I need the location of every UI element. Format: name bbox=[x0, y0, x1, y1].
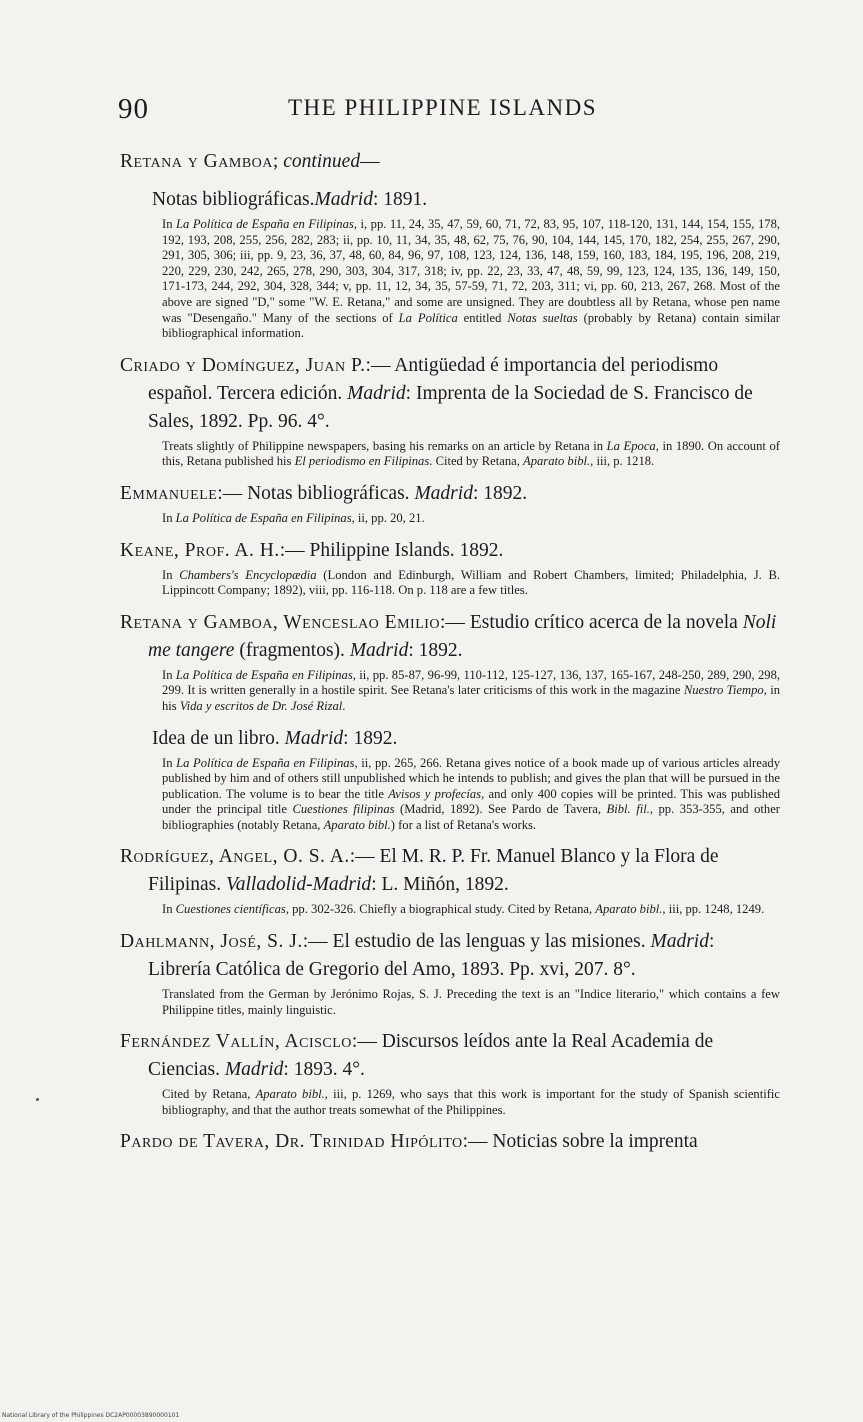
entry-heading bbox=[120, 537, 780, 565]
bib-entry bbox=[120, 537, 780, 599]
entry-punct: :— bbox=[440, 611, 470, 633]
annotation-italic: Aparato bibl. bbox=[323, 817, 391, 832]
annotation-italic: Cuestiones científicas bbox=[175, 902, 286, 917]
annotation-italic: Cuestiones filipinas bbox=[292, 802, 395, 817]
annotation-italic: Vida y escritos de Dr. José Rizal bbox=[179, 698, 343, 713]
annotation-italic: Notas sueltas bbox=[507, 310, 578, 325]
entry-title: Notas bibliográficas. bbox=[247, 482, 415, 504]
bib-entry bbox=[120, 1128, 780, 1156]
entry-title-italic: Noli me tangere bbox=[148, 611, 777, 661]
entry-annotation bbox=[120, 217, 780, 342]
annotation-italic: La Política bbox=[398, 310, 458, 325]
annotation-text: In bbox=[162, 510, 176, 525]
entry-author: Pardo de Tavera, Dr. Trinidad Hipólito bbox=[120, 1131, 463, 1153]
annotation-italic: La Epoca bbox=[606, 438, 656, 453]
annotation-text: , ii, pp. 265, 266. Retana gives notice of a book made up of various articles already published by him and of others still unpublished which he intends to publish; and gives the plan that will be pursued in the publication. The volume is to bear the title bbox=[162, 755, 781, 801]
entry-place: Madrid bbox=[414, 482, 473, 504]
entry-place: Madrid bbox=[224, 1059, 284, 1081]
entry-heading bbox=[120, 148, 780, 176]
entry-punct: :— bbox=[351, 1031, 382, 1053]
page-header bbox=[118, 93, 775, 127]
entry-punct: :— bbox=[462, 1131, 493, 1153]
entry-punct: :— bbox=[349, 846, 380, 868]
entry-title-tail: (fragmentos). bbox=[234, 639, 350, 661]
entry-heading bbox=[120, 928, 780, 984]
annotation-italic: Bibl. fil. bbox=[606, 802, 650, 817]
entry-place: Valladolid-Madrid bbox=[226, 874, 372, 896]
annotation-italic: El periodismo en Filipinas bbox=[294, 454, 430, 469]
bib-entry bbox=[120, 480, 780, 527]
annotation-text: ) for a list of Retana's works. bbox=[390, 817, 537, 832]
annotation-text: In bbox=[162, 902, 176, 917]
entry-annotation bbox=[120, 987, 780, 1018]
entry-imprint: : 1892. bbox=[408, 639, 463, 661]
entry-author: Criado y Domínguez, Juan P. bbox=[120, 354, 366, 376]
bib-entry bbox=[120, 1028, 780, 1118]
annotation-text: Treats slightly of Philippine newspapers, basing his remarks on an article by Retana in bbox=[162, 438, 607, 453]
annotation-text: , i, pp. 11, 24, 35, 47, 59, 60, 71, 72, 83, 95, 107, 118-120, 131, 144, 154, 155, 178, 192, 193, 208, 255, 256, 282, 283; ii, pp. 10, 11, 34, 35, 48, 62, 75, 76, 90, 104, 144, 145, 170, 182, 254, 255, 267, 290, 291, 305, 306; iii, pp. 9, 23, 36, 37, 48, 60, 84, 96, 97, 108, 123, 124, 136, 148, 159, 160, 183, 184, 195, 196, 208, 219, 220, 229, 230, 242, 265, 278, 290, 303, 304, 317, 318; iv, pp. 22, 23, 33, 47, 48, 59, 99, 123, 124, 135, 136, 149, 150, 171-173, 244, 292, 304, 328, 344; v, pp. 11, 12, 34, 35, 57-59, 71, 72, 203, 311; vi, pp. 60, 213, 267, 268. Most of the above are signed "D," some "W. E. Retana," and some are unsigned. They are doubtless all by Retana, whose pen name was "Desengaño." Many of the sections of bbox=[162, 217, 781, 325]
annotation-text: entitled bbox=[457, 310, 508, 325]
annotation-text: , ii, pp. 85-87, 96-99, 110-112, 125-127, 136, 137, 165-167, 248-250, 289, 290, 298, 299. It is written generally in a hostile spirit. See Retana's later criticisms of this work in the magazine bbox=[162, 667, 781, 698]
entry-author: Retana y Gamboa bbox=[120, 151, 273, 172]
bib-entry bbox=[120, 928, 780, 1018]
entry-title: Discursos leídos ante la Real Academia de Ciencias. bbox=[148, 1031, 714, 1081]
entry-author: Keane, Prof. A. H. bbox=[120, 539, 280, 561]
annotation-text: In bbox=[162, 667, 176, 682]
annotation-text: , in 1890. On account of this, Retana published his bbox=[162, 438, 780, 469]
entry-heading bbox=[120, 1028, 780, 1084]
annotation-italic: La Política de España en Filipinas bbox=[175, 510, 352, 525]
entry-heading bbox=[120, 609, 780, 665]
entry-punct: :— bbox=[365, 354, 395, 376]
entry-heading bbox=[120, 843, 780, 899]
annotation-text: , ii, pp. 20, 21. bbox=[351, 510, 425, 525]
annotation-text: , in his bbox=[162, 683, 781, 713]
annotation-text: Translated from the German by Jerónimo Rojas, S. J. Preceding the text is an "Indice literario," which contains a few Philippine titles, mainly linguistic. bbox=[162, 987, 780, 1017]
entry-imprint: : L. Miñón, 1892. bbox=[371, 874, 509, 896]
annotation-text: In bbox=[162, 567, 180, 582]
sub-title: Idea de un libro. bbox=[152, 727, 285, 749]
entry-subtitle bbox=[120, 725, 780, 753]
entry-continued: continued bbox=[283, 151, 361, 172]
entry-annotation bbox=[120, 902, 780, 918]
annotation-italic: La Política de España en Filipinas bbox=[175, 667, 353, 682]
sub-place: Madrid bbox=[284, 727, 344, 749]
annotation-text: , pp. 302-326. Chiefly a biographical study. Cited by Retana, bbox=[285, 902, 596, 917]
entry-place: Madrid bbox=[349, 639, 409, 661]
entry-title: Antigüedad é importancia del periodismo español. Tercera edición. bbox=[148, 354, 719, 404]
entry-author: Fernández Vallín, Acisclo bbox=[120, 1031, 352, 1053]
entry-annotation bbox=[120, 756, 780, 834]
entry-imprint: : Imprenta de la Sociedad de S. Francisco de Sales, 1892. Pp. 96. 4°. bbox=[148, 382, 753, 432]
annotation-italic: Chambers's Encyclopædia bbox=[179, 567, 317, 582]
entry-title: Philippine Islands. 1892. bbox=[309, 539, 504, 561]
entry-title: El estudio de las lenguas y las misiones. bbox=[332, 931, 651, 953]
annotation-italic: Avisos y profecías bbox=[388, 786, 482, 801]
annotation-italic: Aparato bibl. bbox=[255, 1087, 325, 1102]
annotation-text: In bbox=[162, 755, 177, 770]
entry-imprint: : Librería Católica de Gregorio del Amo, 1893. Pp. xvi, 207. 8°. bbox=[148, 931, 715, 981]
entry-author: Dahlmann, José, S. J. bbox=[120, 931, 303, 953]
annotation-text: , pp. 353-355, and other bibliographies (notably Retana, bbox=[162, 802, 780, 832]
sub-title: Notas bibliográficas. bbox=[152, 189, 315, 210]
entry-heading bbox=[120, 480, 780, 508]
entry-annotation bbox=[120, 668, 780, 715]
entry-punct: :— bbox=[302, 931, 333, 953]
entry-title: Noticias sobre la imprenta bbox=[492, 1131, 698, 1153]
annotation-italic: La Política de España en Filipinas bbox=[176, 217, 354, 231]
annotation-text: , iii, pp. 1248, 1249. bbox=[662, 902, 765, 917]
annotation-italic: Aparato bibl. bbox=[595, 902, 663, 917]
sub-imprint: : 1892. bbox=[343, 727, 398, 749]
bib-entry bbox=[120, 725, 780, 834]
entry-annotation bbox=[120, 1087, 780, 1118]
entry-imprint: : 1892. bbox=[472, 482, 528, 504]
entry-heading bbox=[120, 352, 780, 436]
annotation-italic: La Política de España en Filipinas bbox=[176, 755, 355, 770]
entry-author: Emmanuele bbox=[120, 482, 218, 504]
entry-place: Madrid bbox=[347, 382, 406, 404]
entry-dash: — bbox=[360, 151, 380, 172]
annotation-text: . bbox=[342, 698, 346, 713]
entry-title: El M. R. P. Fr. Manuel Blanco y la Flora de Filipinas. bbox=[148, 846, 719, 896]
entry-imprint: : 1893. 4°. bbox=[283, 1059, 365, 1081]
bib-entry bbox=[120, 843, 780, 918]
sub-imprint: : 1891. bbox=[372, 189, 428, 210]
entry-punct: ; bbox=[272, 151, 284, 172]
entry-punct: :— bbox=[217, 482, 248, 504]
bibliography-entries bbox=[120, 148, 780, 1166]
annotation-text: , iii, p. 1269, who says that this work is important for the study of Spanish scientific bibliography, and that the author treats somewhat of the Philippines. bbox=[162, 1087, 780, 1117]
annotation-text: , iii, p. 1218. bbox=[590, 454, 655, 469]
annotation-italic: Nuestro Tiempo bbox=[683, 683, 764, 698]
bib-entry bbox=[120, 186, 780, 342]
entry-author: Rodríguez, Angel, O. S. A. bbox=[120, 846, 350, 868]
bib-entry bbox=[120, 352, 780, 470]
annotation-text: . Cited by Retana, bbox=[429, 454, 523, 469]
bib-entry bbox=[120, 609, 780, 715]
annotation-text: , and only 400 copies will be printed. This was published under the principal title bbox=[162, 786, 780, 817]
annotation-text: (Madrid, 1892). See Pardo de Tavera, bbox=[394, 802, 607, 817]
entry-annotation bbox=[120, 568, 780, 599]
running-title: THE PHILIPPINE ISLANDS bbox=[288, 95, 597, 120]
page-speck bbox=[36, 1098, 39, 1101]
entry-subtitle bbox=[120, 186, 780, 214]
entry-punct: :— bbox=[279, 539, 310, 561]
scan-footer: National Library of the Philippines DC2AP00003890000101 bbox=[2, 1412, 180, 1419]
entry-place: Madrid bbox=[650, 931, 709, 953]
annotation-text: (London and Edinburgh, William and Robert Chambers, limited; Philadelphia, J. B. Lippincott Company; 1892), viii, pp. 116-118. On p. 118 are a few titles. bbox=[162, 567, 780, 598]
entry-heading bbox=[120, 1128, 780, 1156]
entry-annotation bbox=[120, 511, 780, 527]
annotation-text: Cited by Retana, bbox=[162, 1087, 256, 1102]
annotation-text: In bbox=[162, 217, 177, 231]
page-number: 90 bbox=[118, 93, 149, 125]
entry-annotation bbox=[120, 439, 780, 470]
entry-title: Estudio crítico acerca de la novela bbox=[469, 611, 743, 633]
sub-place: Madrid bbox=[314, 189, 373, 210]
entry-author: Retana y Gamboa, Wenceslao Emilio bbox=[120, 611, 441, 633]
bib-entry bbox=[120, 148, 780, 176]
annotation-italic: Aparato bibl. bbox=[523, 454, 591, 469]
annotation-text: (probably by Retana) contain similar bibliographical information. bbox=[162, 310, 780, 341]
